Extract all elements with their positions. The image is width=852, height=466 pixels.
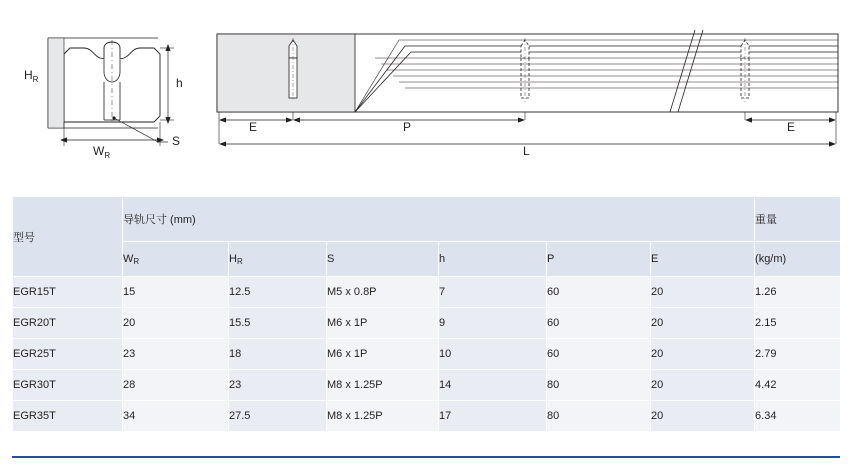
cell-model: EGR25T [13, 339, 123, 370]
cell-s: M8 x 1.25P [327, 370, 439, 401]
cell-hr: 12.5 [229, 277, 327, 308]
header-col-weight-unit: (kg/m) [755, 242, 841, 277]
cell-weight: 2.15 [755, 308, 841, 339]
header-model: 型号 [13, 197, 123, 277]
label-L: L [523, 144, 530, 158]
label-P: P [403, 120, 412, 134]
table-row [13, 277, 841, 308]
label-E-right: E [787, 120, 796, 134]
cell-model: EGR15T [13, 277, 123, 308]
label-h: h [176, 76, 183, 90]
label-E-left: E [249, 120, 258, 134]
cell-p: 60 [547, 308, 651, 339]
cell-p: 80 [547, 401, 651, 432]
header-col-s: S [327, 242, 439, 277]
cell-wr: 34 [123, 401, 229, 432]
cell-hr: 23 [229, 370, 327, 401]
cell-h: 17 [439, 401, 547, 432]
rail-side-view-drawing [215, 16, 840, 166]
cell-hr: 27.5 [229, 401, 327, 432]
cell-s: M8 x 1.25P [327, 401, 439, 432]
cell-weight: 2.79 [755, 339, 841, 370]
cell-hr: 18 [229, 339, 327, 370]
cell-e: 20 [651, 308, 755, 339]
cell-h: 7 [439, 277, 547, 308]
header-group-weight: 重量 [755, 197, 841, 242]
header-col-h: h [439, 242, 547, 277]
technical-drawing [0, 0, 852, 182]
cell-wr: 15 [123, 277, 229, 308]
header-col-hr: $H_R$ [229, 242, 327, 277]
cell-wr: 28 [123, 370, 229, 401]
cell-s: M5 x 0.8P [327, 277, 439, 308]
table-row [13, 308, 841, 339]
specification-table-wrapper [12, 196, 840, 432]
table-header-row-group [13, 197, 841, 242]
cell-e: 20 [651, 401, 755, 432]
cell-model: EGR35T [13, 401, 123, 432]
table-row [13, 339, 841, 370]
label-HR: $H_R$ [24, 68, 39, 84]
cell-wr: 20 [123, 308, 229, 339]
header-col-p: P [547, 242, 651, 277]
cell-hr: 15.5 [229, 308, 327, 339]
cell-e: 20 [651, 277, 755, 308]
cell-p: 80 [547, 370, 651, 401]
bottom-accent-rule [12, 456, 840, 458]
cell-h: 14 [439, 370, 547, 401]
header-group-dimensions: 导轨尺寸 (mm) [123, 197, 755, 242]
cell-s: M6 x 1P [327, 308, 439, 339]
cell-p: 60 [547, 277, 651, 308]
cell-model: EGR30T [13, 370, 123, 401]
table-header-row-columns [13, 242, 841, 277]
cell-e: 20 [651, 370, 755, 401]
label-S: S [172, 134, 181, 148]
label-WR: $W_R$ [93, 144, 111, 160]
cell-weight: 4.42 [755, 370, 841, 401]
specification-table [12, 196, 841, 432]
cell-weight: 1.26 [755, 277, 841, 308]
table-row [13, 401, 841, 432]
cell-weight: 6.34 [755, 401, 841, 432]
cell-wr: 23 [123, 339, 229, 370]
cell-s: M6 x 1P [327, 339, 439, 370]
header-col-e: E [651, 242, 755, 277]
rail-cross-section-drawing [18, 16, 200, 160]
header-col-wr: $W_R$ [123, 242, 229, 277]
cell-model: EGR20T [13, 308, 123, 339]
cell-p: 60 [547, 339, 651, 370]
cell-h: 9 [439, 308, 547, 339]
cell-e: 20 [651, 339, 755, 370]
cell-h: 10 [439, 339, 547, 370]
table-row [13, 370, 841, 401]
